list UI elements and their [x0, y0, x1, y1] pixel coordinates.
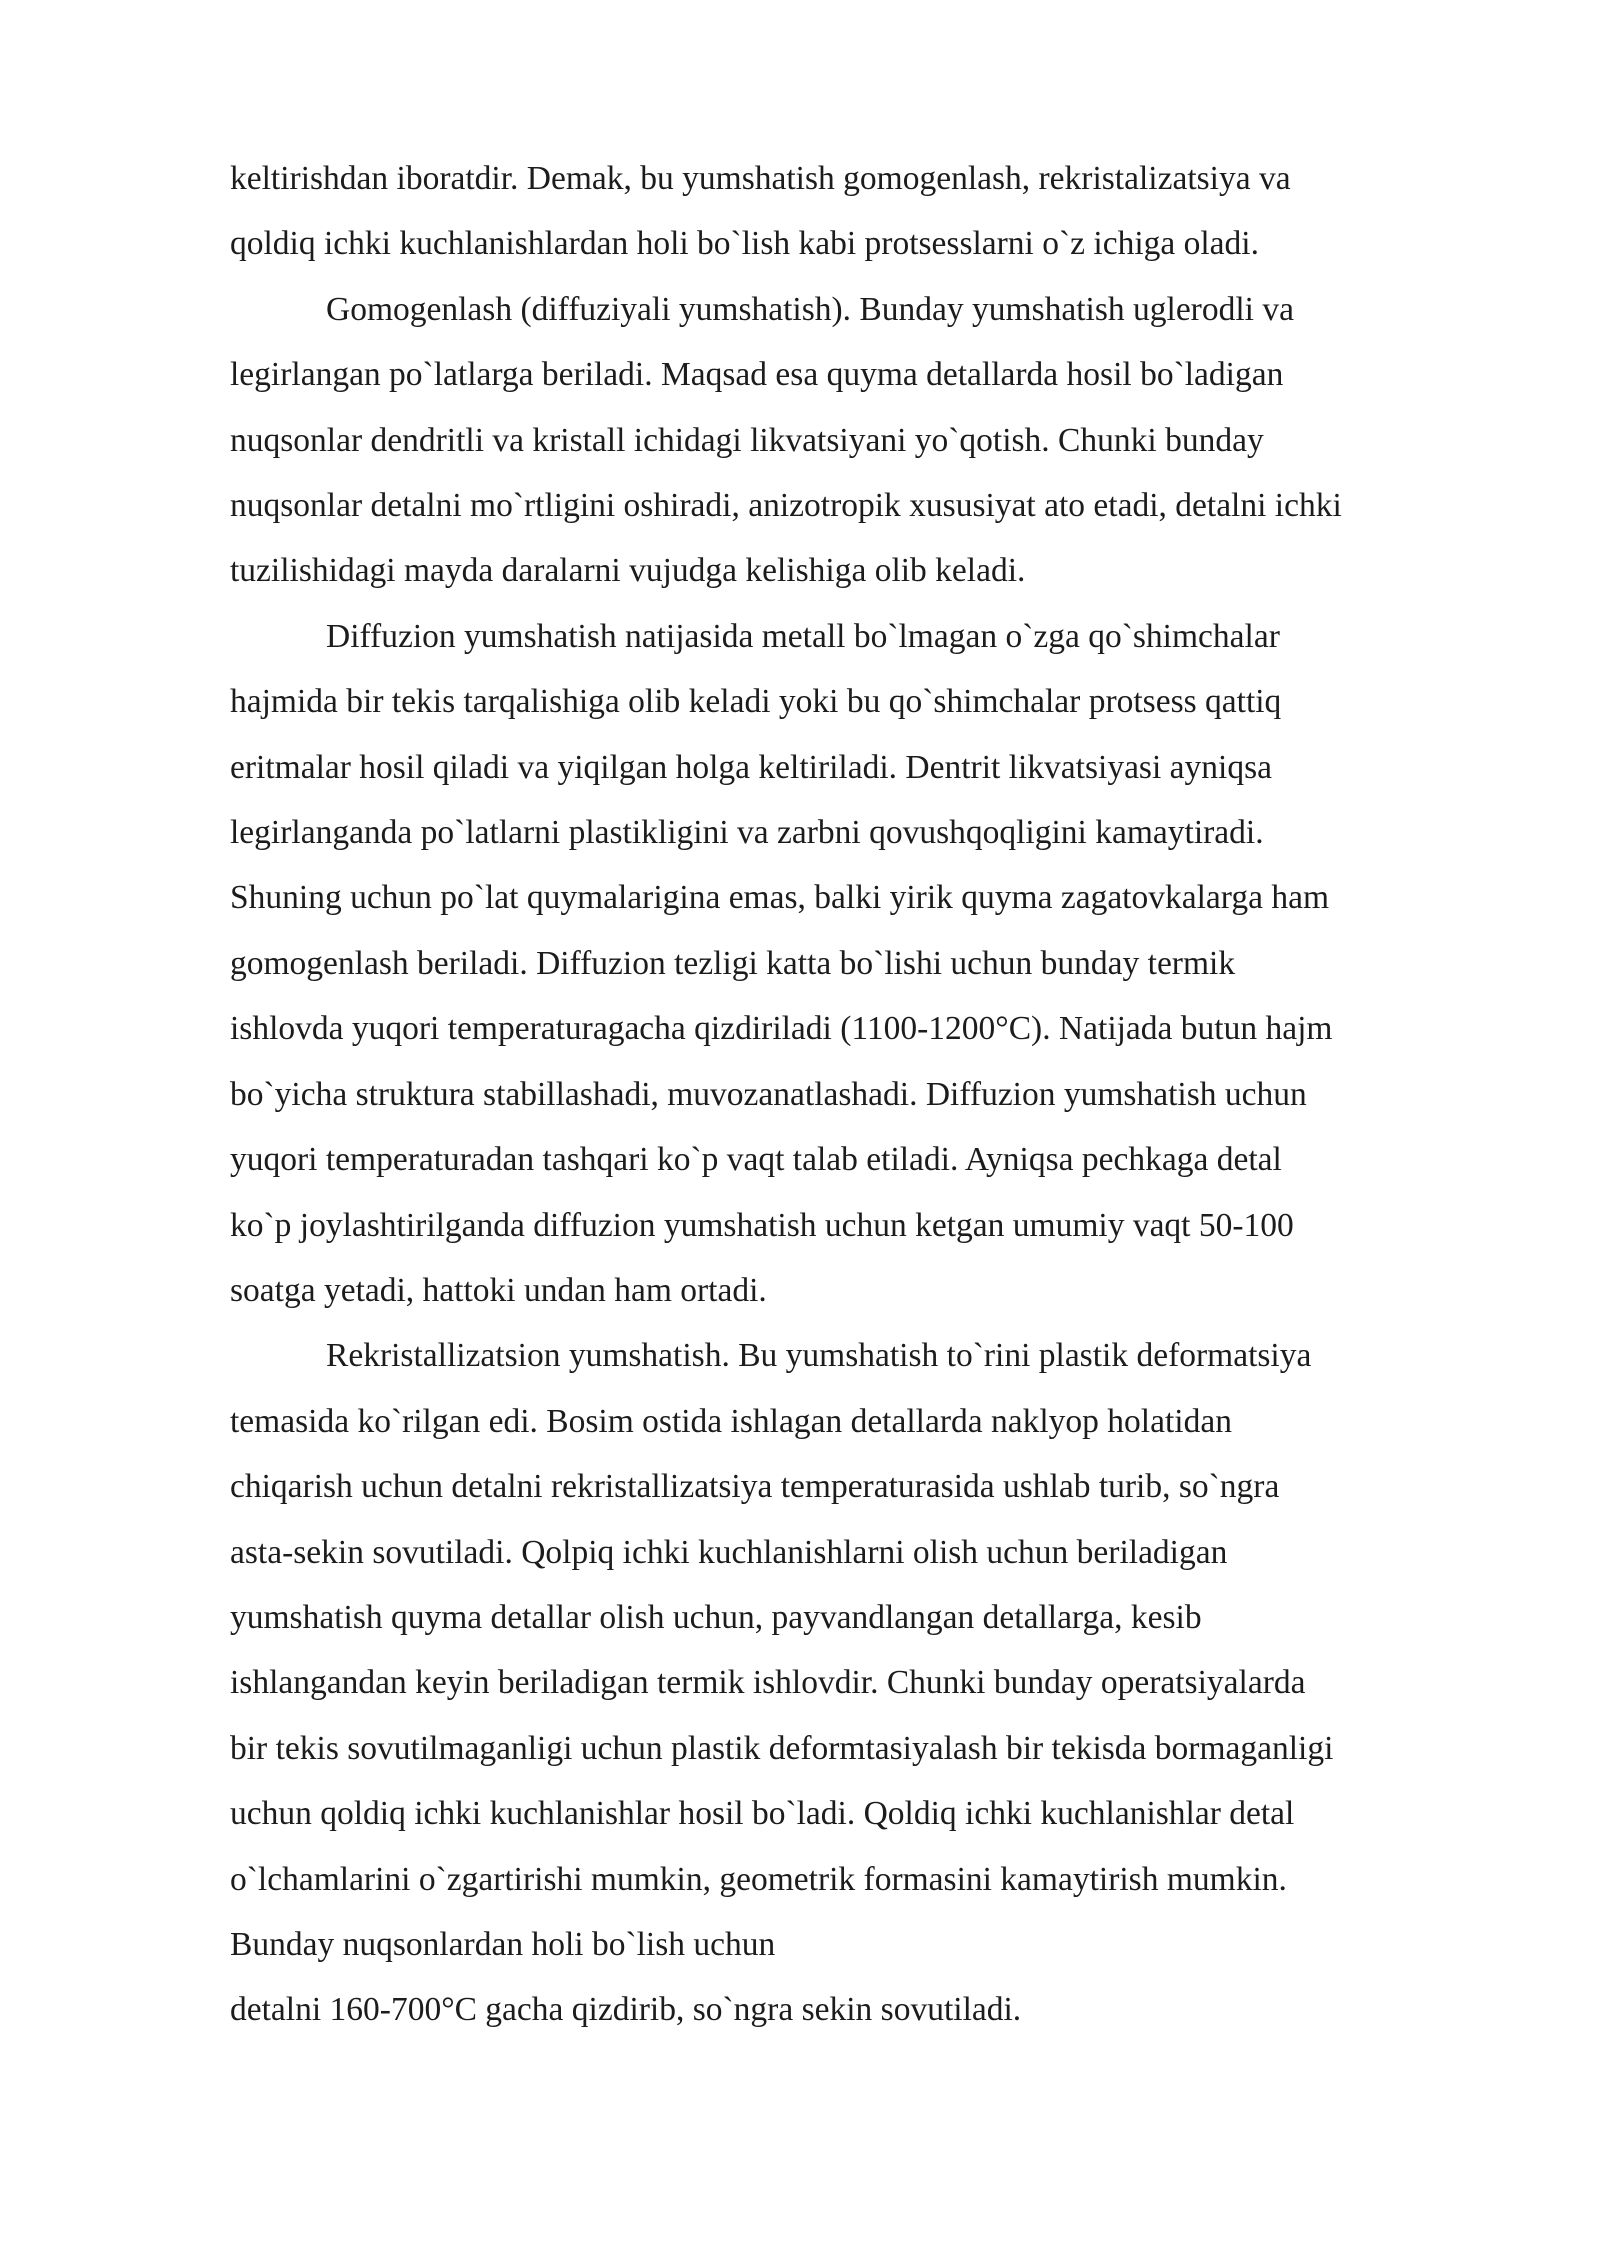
text-line: ishlangandan keyin beriladigan termik ishlovdir. Chunki bunday operatsiyalarda: [230, 1664, 1306, 1702]
text-line: Diffuzion yumshatish natijasida metall bo`lmagan o`zga qo`shimchalar: [326, 617, 1280, 655]
text-line: eritmalar hosil qiladi va yiqilgan holga keltiriladi. Dentrit likvatsiyasi ayniqsa: [230, 748, 1272, 786]
text-line: ishlovda yuqori temperaturagacha qizdiriladi (1100-1200°C). Natijada butun hajm: [230, 1010, 1333, 1048]
text-line: bo`yicha struktura stabillashadi, muvozanatlashadi. Diffuzion yumshatish uchun: [230, 1075, 1307, 1113]
text-line: o`lchamlarini o`zgartirishi mumkin, geometrik formasini kamaytirish mumkin.: [230, 1860, 1287, 1898]
text-line: bir tekis sovutilmaganligi uchun plastik deformtasiyalash bir tekisda bormaganligi: [230, 1729, 1334, 1767]
text-line: hajmida bir tekis tarqalishiga olib keladi yoki bu qo`shimchalar protsess qattiq: [230, 683, 1282, 721]
paragraph-intro: [230, 146, 1500, 277]
text-line: soatga yetadi, hattoki undan ham ortadi.: [230, 1271, 767, 1309]
text-line: tuzilishidagi mayda daralarni vujudga kelishiga olib keladi.: [230, 552, 1026, 590]
text-line: gomogenlash beriladi. Diffuzion tezligi katta bo`lishi uchun bunday termik: [230, 944, 1236, 982]
text-line: qoldiq ichki kuchlanishlardan holi bo`lish kabi protsesslarni o`z ichiga oladi.: [230, 225, 1259, 263]
text-line: temasida ko`rilgan edi. Bosim ostida ishlagan detallarda naklyop holatidan: [230, 1402, 1232, 1440]
text-line: keltirishdan iboratdir. Demak, bu yumshatish gomogenlash, rekristalizatsiya va: [230, 160, 1291, 197]
text-line: yumshatish quyma detallar olish uchun, payvandlangan detallarga, kesib: [230, 1598, 1202, 1636]
text-line: nuqsonlar detalni mo`rtligini oshiradi, anizotropik xususiyat ato etadi, detalni ichki: [230, 487, 1342, 525]
text-line: yuqori temperaturadan tashqari ko`p vaqt talab etiladi. Ayniqsa pechkaga detal: [230, 1141, 1282, 1179]
text-line: Bunday nuqsonlardan holi bo`lish uchun: [230, 1925, 776, 1963]
text-line: Gomogenlash (diffuziyali yumshatish). Bunday yumshatish uglerodli va: [326, 290, 1294, 328]
text-line: ko`p joylashtirilganda diffuzion yumshatish uchun ketgan umumiy vaqt 50-100: [230, 1206, 1294, 1244]
text-line: asta-sekin sovutiladi. Qolpiq ichki kuchlanishlarni olish uchun beriladigan: [230, 1533, 1228, 1571]
document-body: [230, 146, 1500, 2043]
text-line: uchun qoldiq ichki kuchlanishlar hosil bo`ladi. Qoldiq ichki kuchlanishlar detal: [230, 1795, 1295, 1833]
paragraph-gomogenlash: [230, 277, 1500, 604]
text-line: detalni 160-700°C gacha qizdirib, so`ngra sekin sovutiladi.: [230, 1991, 1022, 2029]
text-line: nuqsonlar dendritli va kristall ichidagi likvatsiyani yo`qotish. Chunki bunday: [230, 421, 1264, 459]
paragraph-rekristallizatsion: [230, 1323, 1500, 2042]
text-line: chiqarish uchun detalni rekristallizatsiya temperaturasida ushlab turib, so`ngra: [230, 1468, 1280, 1506]
text-line: Rekristallizatsion yumshatish. Bu yumshatish to`rini plastik deformatsiya: [326, 1337, 1312, 1375]
text-line: Shuning uchun po`lat quymalarigina emas, balki yirik quyma zagatovkalarga ham: [230, 879, 1330, 917]
paragraph-diffuzion: [230, 604, 1500, 1323]
text-line: legirlanganda po`latlarni plastikligini va zarbni qovushqoqligini kamaytiradi.: [230, 814, 1264, 852]
text-line: legirlangan po`latlarga beriladi. Maqsad esa quyma detallarda hosil bo`ladigan: [230, 356, 1284, 394]
